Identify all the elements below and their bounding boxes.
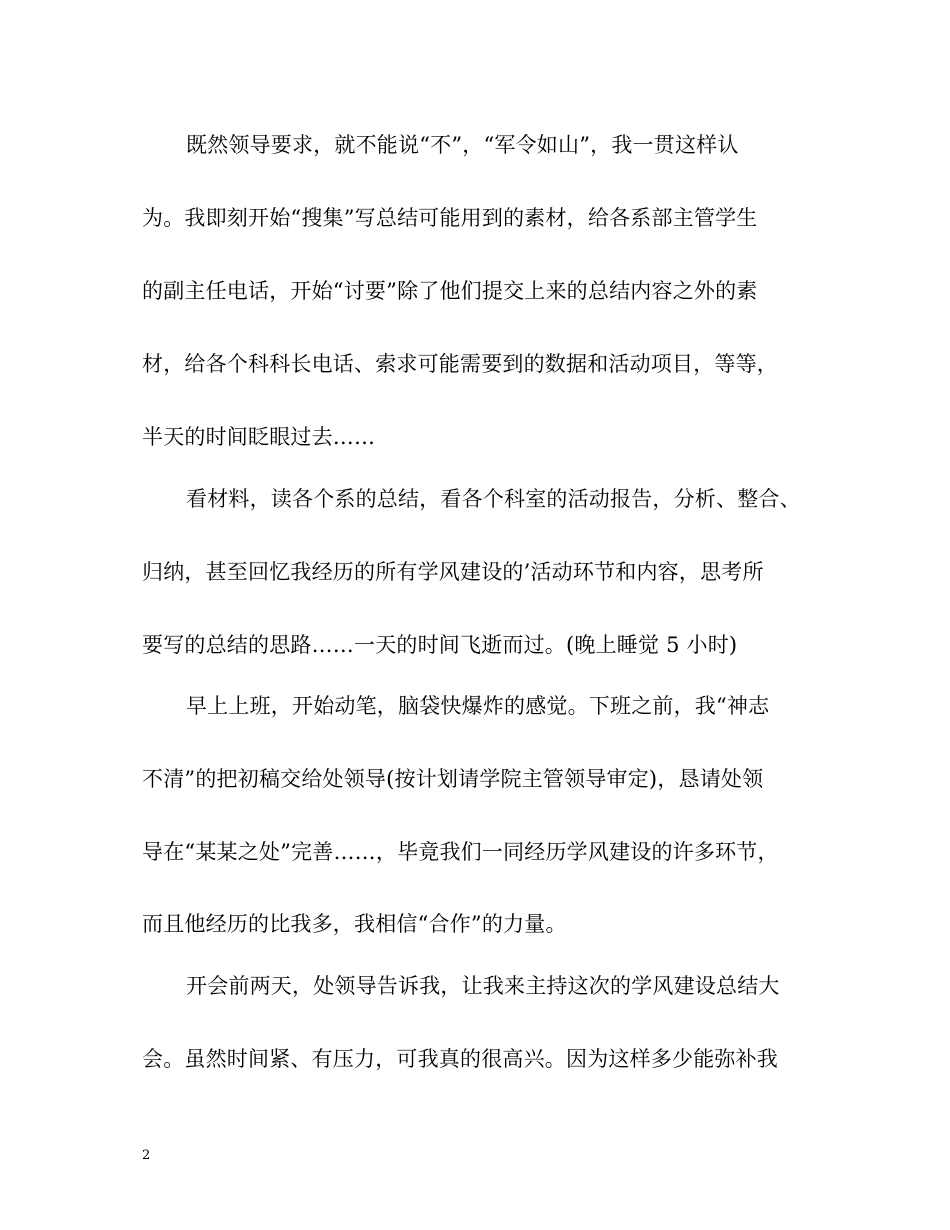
paragraph-line: 开会前两天，处领导告诉我，让我来主持这次的学风建设总结大 (186, 974, 780, 998)
paragraph-line: 材，给各个科科长电话、索求可能需要到的数据和活动项目，等等， (142, 352, 778, 376)
paragraph-line: 导在“某某之处”完善……，毕竟我们一同经历学风建设的许多环节， (142, 840, 779, 864)
paragraph-line: 不清”的把初稿交给处领导(按计划请学院主管领导审定)，恳请处领 (142, 767, 764, 791)
paragraph-line: 早上上班，开始动笔，脑袋快爆炸的感觉。下班之前，我“神志 (186, 694, 770, 718)
page-number: 2 (142, 1148, 151, 1163)
paragraph-line: 会。虽然时间紧、有压力，可我真的很高兴。因为这样多少能弥补我 (142, 1047, 778, 1071)
paragraph-line: 的副主任电话，开始“讨要”除了他们提交上来的总结内容之外的素 (142, 279, 758, 303)
paragraph-line: 归纳，甚至回忆我经历的所有学风建设的’活动环节和内容，思考所 (142, 560, 764, 584)
paragraph-line: 为。我即刻开始“搜集”写总结可能用到的素材，给各系部主管学生 (142, 206, 758, 230)
paragraph-line: 既然领导要求，就不能说“不”，“军令如山”，我一贯这样认 (186, 133, 739, 157)
paragraph-line: 而且他经历的比我多，我相信“合作”的力量。 (142, 912, 567, 936)
paragraph-line: 看材料，读各个系的总结，看各个科室的活动报告，分析、整合、 (186, 487, 801, 511)
paragraph-line: 半天的时间眨眼过去…… (142, 425, 376, 449)
paragraph-line: 要写的总结的思路……一天的时间飞逝而过。(晚上睡觉 5 小时) (142, 633, 738, 657)
